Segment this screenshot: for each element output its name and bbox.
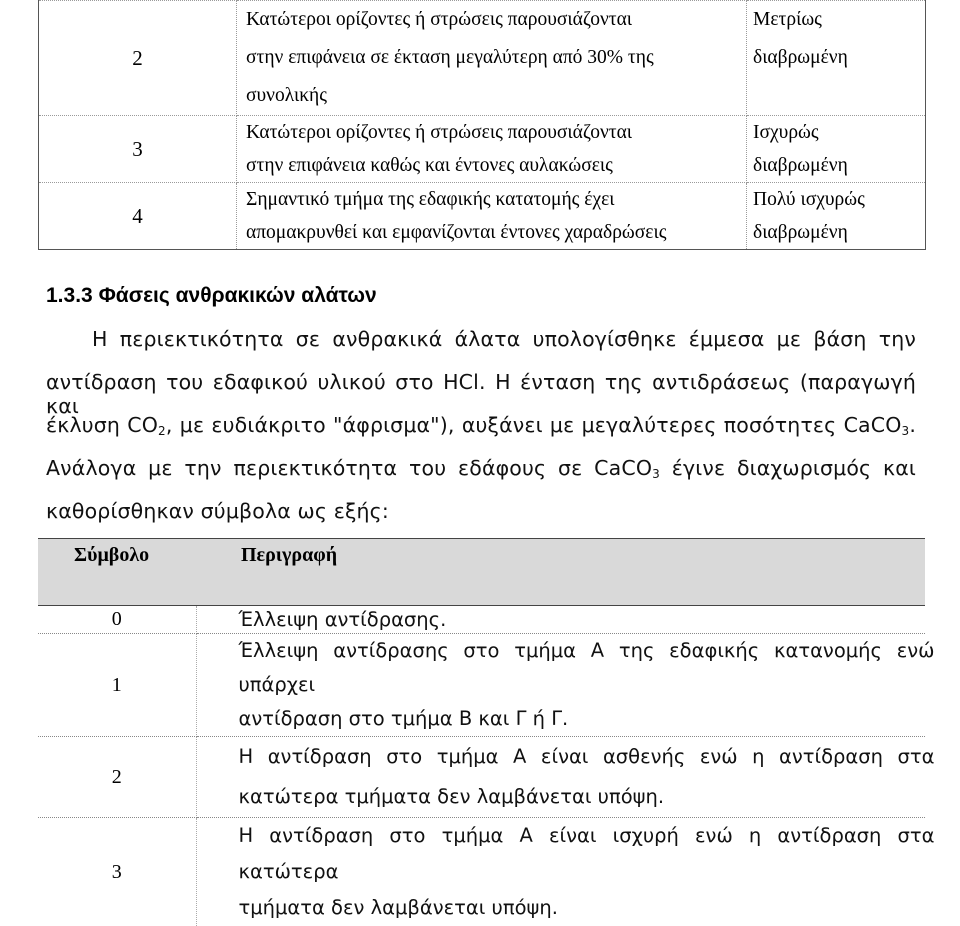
erosion-description [237, 116, 747, 183]
paragraph-line: αντίδραση του εδαφικού υλικού στο HCl. Η ένταση της αντιδράσεως (παραγωγή και [46, 370, 916, 418]
degree-line: Πολύ ισχυρώς [747, 183, 925, 216]
description-line: στην επιφάνεια καθώς και έντονες αυλακώσεις [237, 149, 746, 182]
description-cell [196, 634, 925, 737]
header-symbol: Σύμβολο [74, 544, 149, 567]
description-cell [196, 818, 925, 926]
text-fragment: Ανάλογα με την περιεκτικότητα του εδάφους σε CaCO [46, 456, 652, 480]
erosion-description [237, 183, 747, 250]
subscript: 3 [652, 467, 660, 481]
degree-line: διαβρωμένη [747, 149, 925, 182]
table-row [39, 1, 926, 116]
description-line: Κατώτεροι ορίζοντες ή στρώσεις παρουσιάζονται [237, 116, 746, 149]
table-row [39, 116, 926, 183]
table-row [38, 606, 925, 634]
erosion-description [237, 1, 747, 116]
section-title: Φάσεις ανθρακικών αλάτων [99, 284, 377, 307]
table-row [38, 634, 925, 737]
description-line: Σημαντικό τμήμα της εδαφικής κατατομής έχει [237, 183, 746, 216]
symbol-table [38, 606, 925, 926]
description-line: στην επιφάνεια σε έκταση μεγαλύτερη από 30% της [237, 39, 746, 77]
symbol-cell: 3 [38, 818, 196, 926]
degree-line: Μετρίως [747, 1, 925, 39]
symbol-cell: 2 [38, 737, 196, 818]
paragraph-line: Η περιεκτικότητα σε ανθρακικά άλατα υπολογίσθηκε έμμεσα με βάση την [92, 327, 916, 351]
erosion-degree [747, 183, 926, 250]
text-fragment: . [909, 413, 916, 437]
degree-line: Ισχυρώς [747, 116, 925, 149]
erosion-class-table [38, 0, 926, 250]
erosion-code: 4 [39, 183, 237, 250]
symbol-cell: 1 [38, 634, 196, 737]
subscript: 3 [902, 424, 910, 438]
description-line: Η αντίδραση στο τμήμα Α είναι ασθενής ενώ η αντίδραση στα [239, 737, 935, 777]
description-line: Έλλειψη αντίδρασης. [239, 606, 926, 633]
symbol-cell: 0 [38, 606, 196, 634]
erosion-degree [747, 116, 926, 183]
erosion-code: 2 [39, 1, 237, 116]
text-fragment: έγινε διαχωρισμός και [660, 456, 916, 480]
description-cell [196, 737, 925, 818]
erosion-degree [747, 1, 926, 116]
text-fragment: έκλυση CO [46, 413, 158, 437]
text-fragment: , με ευδιάκριτο "άφρισμα"), αυξάνει με μεγαλύτερες ποσότητες CaCO [166, 413, 902, 437]
table-row [38, 737, 925, 818]
description-line: συνολικής [237, 77, 746, 115]
description-line: Η αντίδραση στο τμήμα Α είναι ισχυρή ενώ η αντίδραση στα κατώτερα [239, 818, 935, 890]
paragraph-line [46, 456, 916, 481]
description-line: αντίδραση στο τμήμα Β και Γ ή Γ. [239, 702, 926, 736]
degree-line: διαβρωμένη [747, 216, 925, 249]
paragraph-line: καθορίσθηκαν σύμβολα ως εξής: [46, 499, 916, 523]
description-cell [196, 606, 925, 634]
subscript: 2 [158, 424, 166, 438]
degree-line: διαβρωμένη [747, 39, 925, 77]
description-line: Κατώτεροι ορίζοντες ή στρώσεις παρουσιάζονται [237, 1, 746, 39]
symbol-table-header [38, 538, 925, 606]
section-number: 1.3.3 [46, 284, 93, 307]
description-line: Έλλειψη αντίδρασης στο τμήμα Α της εδαφικής κατανομής ενώ υπάρχει [239, 634, 935, 702]
description-line: απομακρυνθεί και εμφανίζονται έντονες χαραδρώσεις [237, 216, 746, 249]
table-row [39, 183, 926, 250]
description-line: τμήματα δεν λαμβάνεται υπόψη. [239, 890, 926, 926]
table-row [38, 818, 925, 926]
section-heading [46, 284, 377, 308]
erosion-code: 3 [39, 116, 237, 183]
header-description: Περιγραφή [241, 544, 337, 567]
description-line: κατώτερα τμήματα δεν λαμβάνεται υπόψη. [239, 777, 926, 817]
paragraph-line [46, 413, 916, 438]
